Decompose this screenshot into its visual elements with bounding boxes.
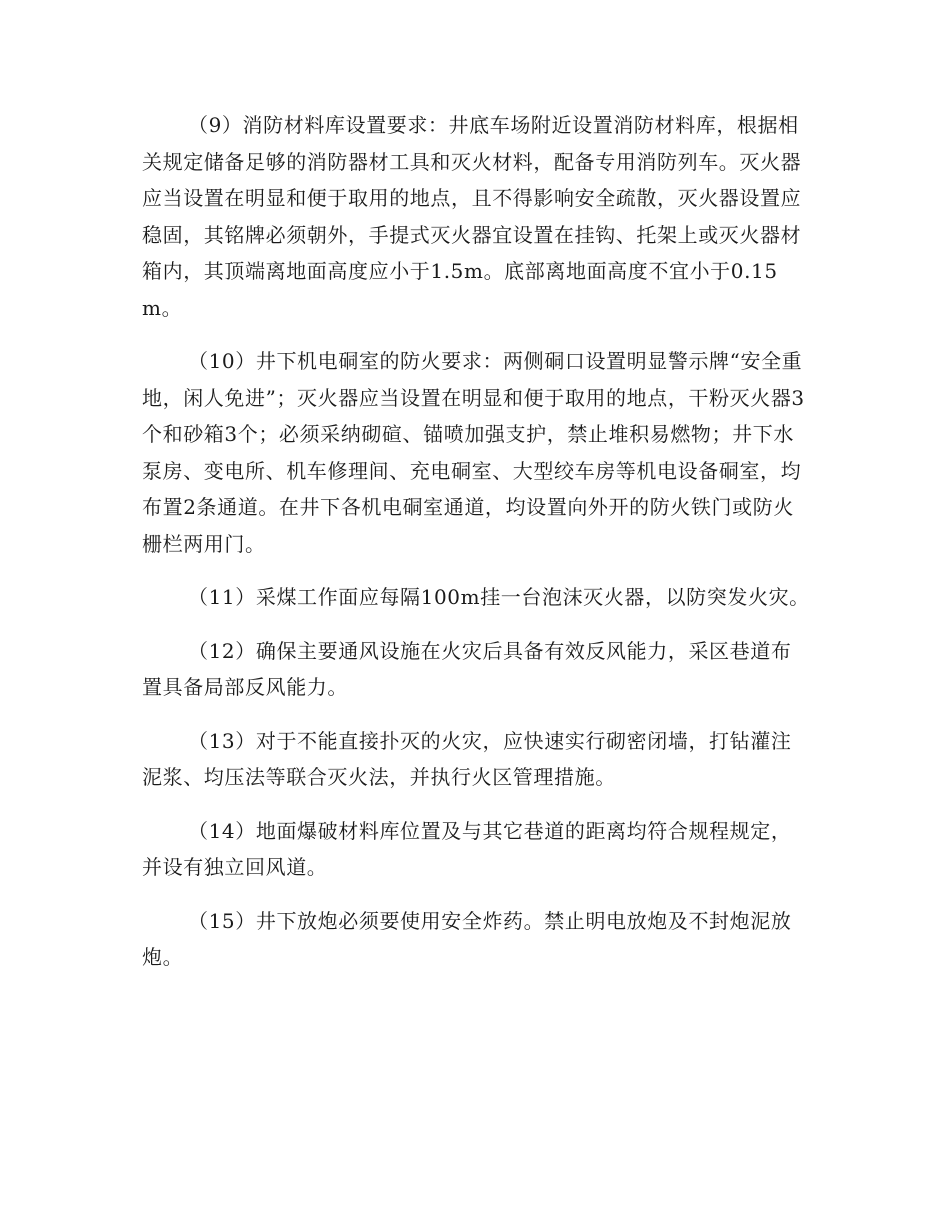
paragraph-13: （13）对于不能直接扑灭的火灾，应快速实行砌密闭墙，打钻灌注泥浆、均压法等联合灭火法，并执行火区管理措施。 <box>142 728 792 789</box>
paragraph-11: （11）采煤工作面应每隔100m挂一台泡沫灭火器，以防突发火灾。 <box>188 585 810 609</box>
paragraph-15: （15）井下放炮必须要使用安全炸药。禁止明电放炮及不封炮泥放炮。 <box>142 908 792 969</box>
paragraph-9: （9）消防材料库设置要求：井底车场附近设置消防材料库，根据相关规定储备足够的消防器材工具和灭火材料，配备专用消防列车。灭火器应当设置在明显和便于取用的地点，且不得影响安全疏散，灭火器设置应稳固，其铭牌必须朝外，手提式灭火器宜设置在挂钩、托架上或灭火器材箱内，其顶端离地面高度应小于1.5m。底部离地面高度不宜小于0.15m。 <box>142 113 802 320</box>
paragraph-12: （12）确保主要通风设施在火灾后具备有效反风能力，采区巷道布置具备局部反风能力。 <box>142 638 792 699</box>
paragraph-10: （10）井下机电硐室的防火要求：两侧硐口设置明显警示牌“安全重地，闲人免进”；灭火器应当设置在明显和便于取用的地点，干粉灭火器3个和砂箱3个；必须采纳砌碹、锚喷加强支护，禁止堆积易燃物；井下水泵房、变电所、机车修理间、充电硐室、大型绞车房等机电设备硐室，均布置2条通道。在井下各机电硐室通道，均设置向外开的防火铁门或防火栅栏两用门。 <box>142 349 805 556</box>
document-body <box>142 107 812 993</box>
paragraph-14: （14）地面爆破材料库位置及与其它巷道的距离均符合规程规定，并设有独立回风道。 <box>142 818 792 879</box>
